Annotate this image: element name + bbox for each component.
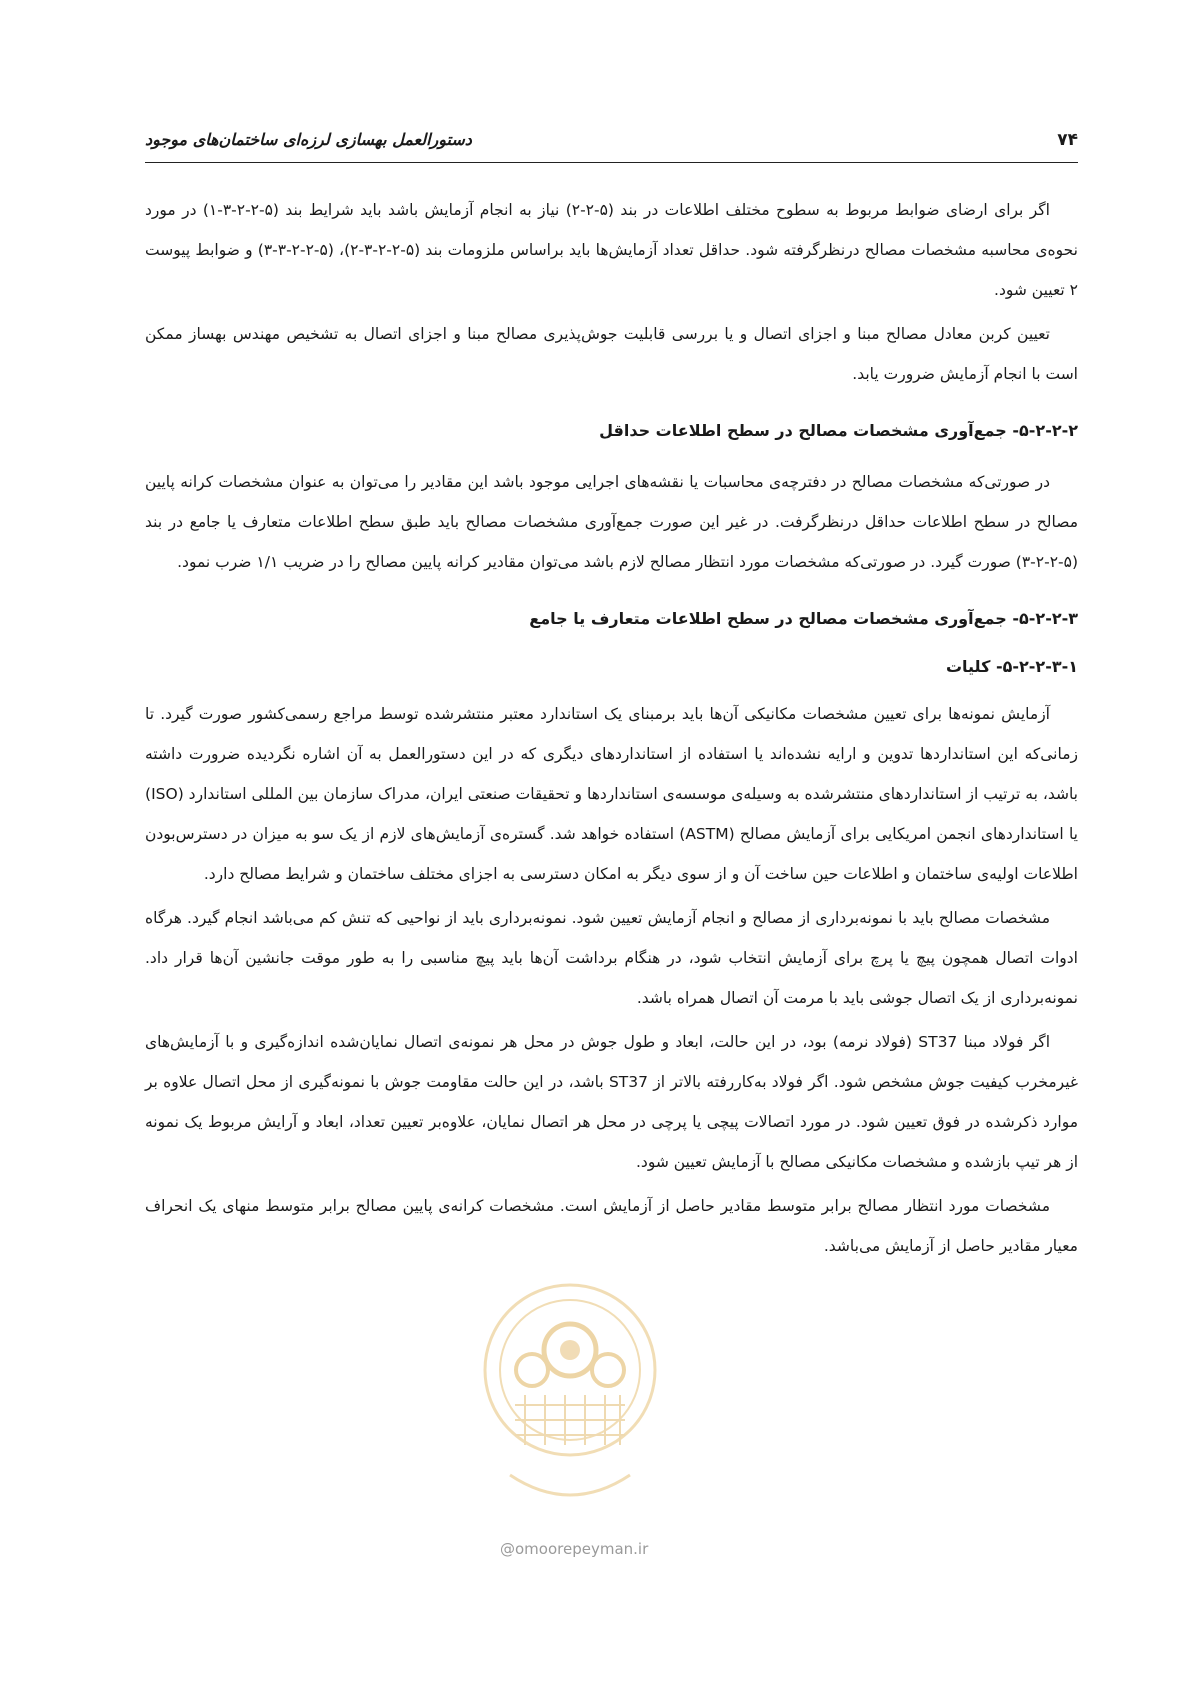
page-number: ۷۴ (1057, 130, 1078, 150)
section-heading-5-2-2-3-1: ۵-۲-۲-۳-۱- کلیات (945, 657, 1078, 676)
section-heading-5-2-2-3: ۵-۲-۲-۳- جمع‌آوری مشخصات مصالح در سطح اطلاعات متعارف یا جامع (529, 609, 1078, 628)
paragraph-2: تعیین کربن معادل مصالح مبنا و اجزای اتصال و یا بررسی قابلیت جوش‌پذیری مصالح مبنا و اجزای اتصال به تشخیص مهندس بهساز ممکن است با انجام آزمایش ضرورت یابد. (145, 325, 1078, 383)
watermark-url: @omoorepeyman.ir (500, 1540, 649, 1558)
paragraph-3: در صورتی‌که مشخصات مصالح در دفترچه‌ی محاسبات یا نقشه‌های اجرایی موجود باشد این مقادیر را می‌توان به عنوان مشخصات کرانه پایین مصالح در سطح اطلاعات حداقل درنظرگرفت. در غیر این صورت جمع‌آوری مشخصات مصالح باید طبق سطح اطلاعات متعارف یا جامع در بند (۵-۲-۲-۳) صورت گیرد. در صورتی‌که مشخصات مورد انتظار مصالح لازم باشد می‌توان مقادیر کرانه پایین مصالح را در ضریب ۱/۱ ضرب نمود. (145, 473, 1078, 571)
paragraph-5: مشخصات مصالح باید با نمونه‌برداری از مصالح و انجام آزمایش تعیین شود. نمونه‌برداری باید از نواحیی که تنش کم می‌باشد انجام گیرد. هرگاه ادوات اتصال همچون پیچ یا پرچ برای آزمایش انتخاب شود، در هنگام برداشت آن‌ها باید پیچ مناسبی را به طور موقت جانشین آن‌ها قرار داد. نمونه‌برداری از یک اتصال جوشی باید با مرمت آن اتصال همراه باشد. (145, 909, 1078, 1007)
watermark-seal-icon (470, 1275, 670, 1525)
page-header (145, 128, 1078, 163)
page-body (145, 190, 1078, 1270)
running-title: دستورالعمل بهسازی لرزه‌ای ساختمان‌های موجود (145, 130, 472, 149)
section-heading-5-2-2-2: ۵-۲-۲-۲- جمع‌آوری مشخصات مصالح در سطح اطلاعات حداقل (599, 421, 1078, 440)
paragraph-7: مشخصات مورد انتظار مصالح برابر متوسط مقادیر حاصل از آزمایش است. مشخصات کرانه‌ی پایین مصالح برابر متوسط منهای یک انحراف معیار مقادیر حاصل از آزمایش می‌باشد. (145, 1197, 1078, 1255)
paragraph-6: اگر فولاد مبنا ST37 (فولاد نرمه) بود، در این حالت، ابعاد و طول جوش در محل هر نمونه‌ی اتصال نمایان‌شده اندازه‌گیری و با آزمایش‌های غیرمخرب کیفیت جوش مشخص شود. اگر فولاد به‌کاررفته بالاتر از ST37 باشد، در این حالت مقاومت جوش با نمونه‌گیری از محل اتصال علاوه بر موارد ذکرشده در فوق تعیین شود. در مورد اتصالات پیچی یا پرچی در محل هر اتصال نمایان، علاوه‌بر تعیین تعداد، ابعاد و آرایش مربوط یک نمونه از هر تیپ بازشده و مشخصات مکانیکی مصالح با آزمایش تعیین شود. (145, 1033, 1079, 1171)
paragraph-4: آزمایش نمونه‌ها برای تعیین مشخصات مکانیکی آن‌ها باید برمبنای یک استاندارد معتبر منتشرشده توسط مراجع رسمی‌کشور صورت گیرد. تا زمانی‌که این استانداردها تدوین و ارایه نشده‌اند یا استفاده از استانداردهای دیگری که در این دستورالعمل به آن اشاره نگردیده ضرورت داشته باشد، به ترتیب از استانداردهای منتشرشده به وسیله‌ی موسسه‌ی استانداردها و تحقیقات صنعتی ایران، مدراک سازمان بین المللی استاندارد (ISO) یا استانداردهای انجمن امریکایی برای آزمایش مصالح (ASTM) استفاده خواهد شد. گستره‌ی آزمایش‌های لازم از یک سو به میزان در دسترس‌بودن اطلاعات اولیه‌ی ساختمان و اطلاعات حین ساخت آن و از سوی دیگر به امکان دسترسی به اجزای مختلف ساختمان و شرایط مصالح دارد. (145, 705, 1078, 883)
paragraph-1: اگر برای ارضای ضوابط مربوط به سطوح مختلف اطلاعات در بند (۵-۲-۲) نیاز به انجام آزمایش باشد باید شرایط بند (۵-۲-۲-۳-۱) در مورد نحوه‌ی محاسبه مشخصات مصالح درنظرگرفته شود. حداقل تعداد آزمایش‌ها باید براساس ملزومات بند (۵-۲-۲-۳-۲)، (۵-۲-۲-۳-۳) و ضوابط پیوست ۲ تعیین شود. (145, 201, 1079, 299)
